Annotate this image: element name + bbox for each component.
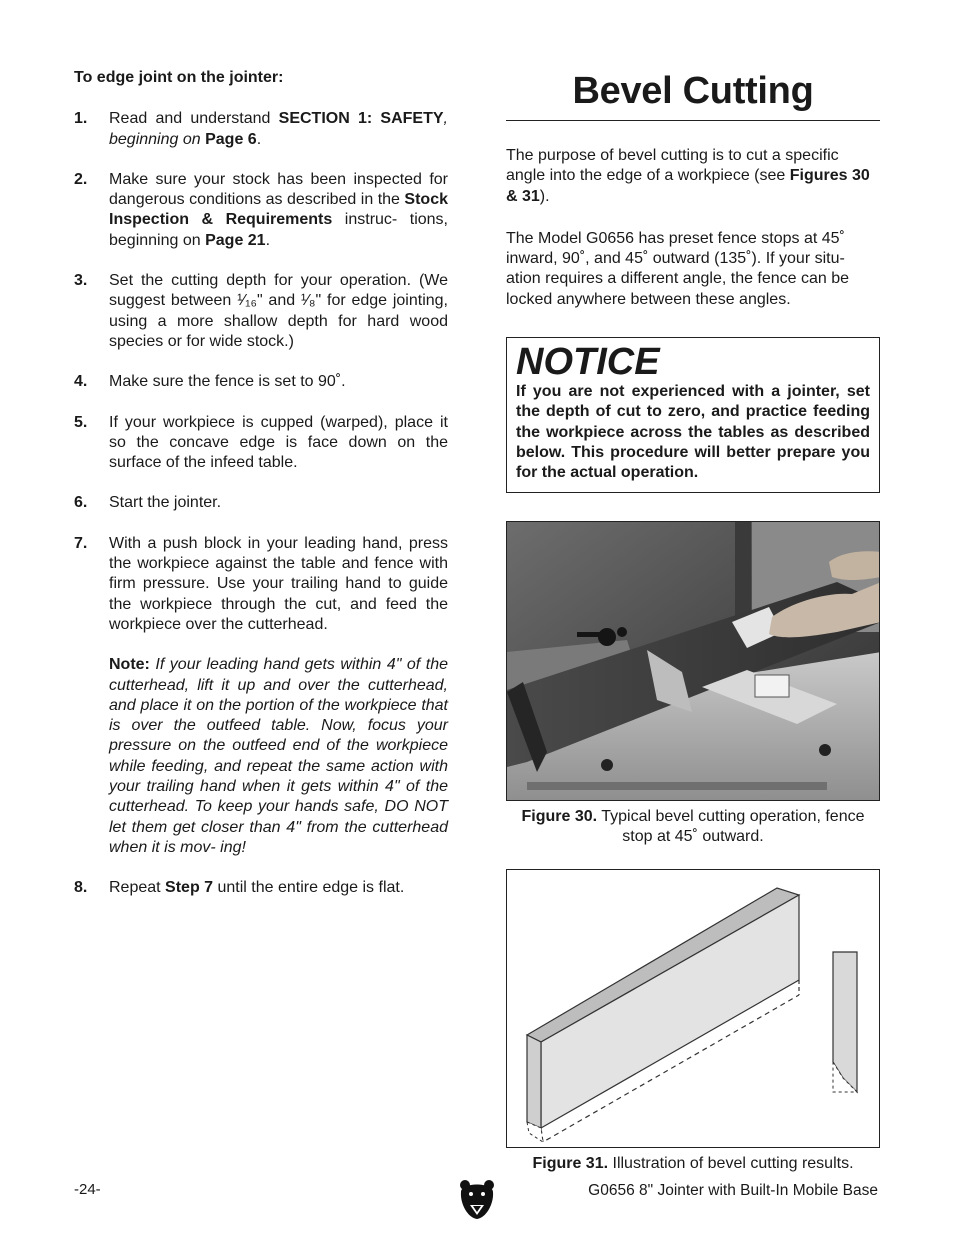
figure-30-photo — [506, 521, 880, 801]
step-7: 7. With a push block in your leading hand, press the workpiece against the table and fence with firm pressure. Use your trailing hand to guide the workpiece through the cut, and feed the workpiece over the cutterhead. Note: If your leading hand gets within 4" of the cutterhead, lift it up and over the cutterhead, and place it on the portion of the workpiece that is over the outfeed table. Now, focus your pressure on the outfeed end of the workpiece while feeding, and repeat the same action with your trailing hand when it gets within 4" of the cutterhead. To keep your hands safe, DO NOT let them get closer than 4" from the cutterhead when it is mov- ing! — [74, 534, 448, 858]
fence-stops-paragraph: The Model G0656 has preset fence stops at 45˚ inward, 90˚, and 45˚ outward (135˚). If your situ- ation requires a different angle, the fence can be locked anywhere between these angles. — [506, 229, 850, 308]
notice-title: NOTICE — [516, 341, 660, 384]
step-4: 4. Make sure the fence is set to 90˚. — [74, 373, 346, 391]
title-rule — [506, 120, 880, 121]
notice-text: If you are not experienced with a jointer, set the depth of cut to zero, and practice feeding the workpiece across the tables as described below. This procedure will better prepare you for the actual operation. — [516, 383, 870, 482]
right-column — [506, 68, 880, 1174]
figure-30-caption: Figure 30. Typical bevel cutting operation, fence stop at 45˚ outward. — [521, 807, 865, 845]
step-8: 8. Repeat Step 7 until the entire edge is flat. — [74, 879, 405, 897]
bevel-result-diagram — [507, 870, 880, 1147]
page-number: -24- — [74, 1181, 101, 1198]
bevel-cutting-photo — [507, 522, 880, 800]
page-title: Bevel Cutting — [572, 70, 814, 112]
product-name: G0656 8" Jointer with Built-In Mobile Base — [588, 1182, 878, 1199]
figure-31-caption: Figure 31. Illustration of bevel cutting results. — [532, 1155, 854, 1173]
safety-note: Note: If your leading hand gets within 4" of the cutterhead, lift it up and over the cutterhead, and place it on the portion of the workpiece that is over the outfeed table. Now, focus your pressure on the outfeed end of the workpiece while feeding, and repeat the same action with your trailing hand when it gets within 4" of the cutterhead. To keep your hands safe, DO NOT let them get closer than 4" from the cutterhead when it is mov- ing! — [109, 656, 448, 856]
step-6: 6. Start the jointer. — [74, 494, 222, 512]
figure-31-illustration — [506, 869, 880, 1148]
left-column — [74, 68, 448, 919]
step-2: 2. Make sure your stock has been inspected for dangerous conditions as described in the Stock Inspection & Requirements instruc- tions, beginning on Page 21. — [74, 170, 448, 249]
intro-paragraph: The purpose of bevel cutting is to cut a specific angle into the edge of a workpiece (see Figures 30 & 31). — [506, 147, 870, 205]
notice-box — [506, 337, 880, 492]
edge-joint-heading: To edge joint on the jointer: — [74, 69, 284, 86]
step-3: 3. Set the cutting depth for your operation. (We suggest between ¹⁄₁₆" and ¹⁄₈" for edge jointing, using a more shallow depth for hard wood species or for wide stock.) — [74, 272, 448, 350]
step-1: 1. Read and understand SECTION 1: SAFETY, beginning on Page 6. — [74, 110, 448, 148]
step-5: 5. If your workpiece is cupped (warped), place it so the concave edge is face down on the surface of the infeed table. — [74, 413, 448, 472]
grizzly-bear-logo-icon — [458, 1178, 496, 1225]
